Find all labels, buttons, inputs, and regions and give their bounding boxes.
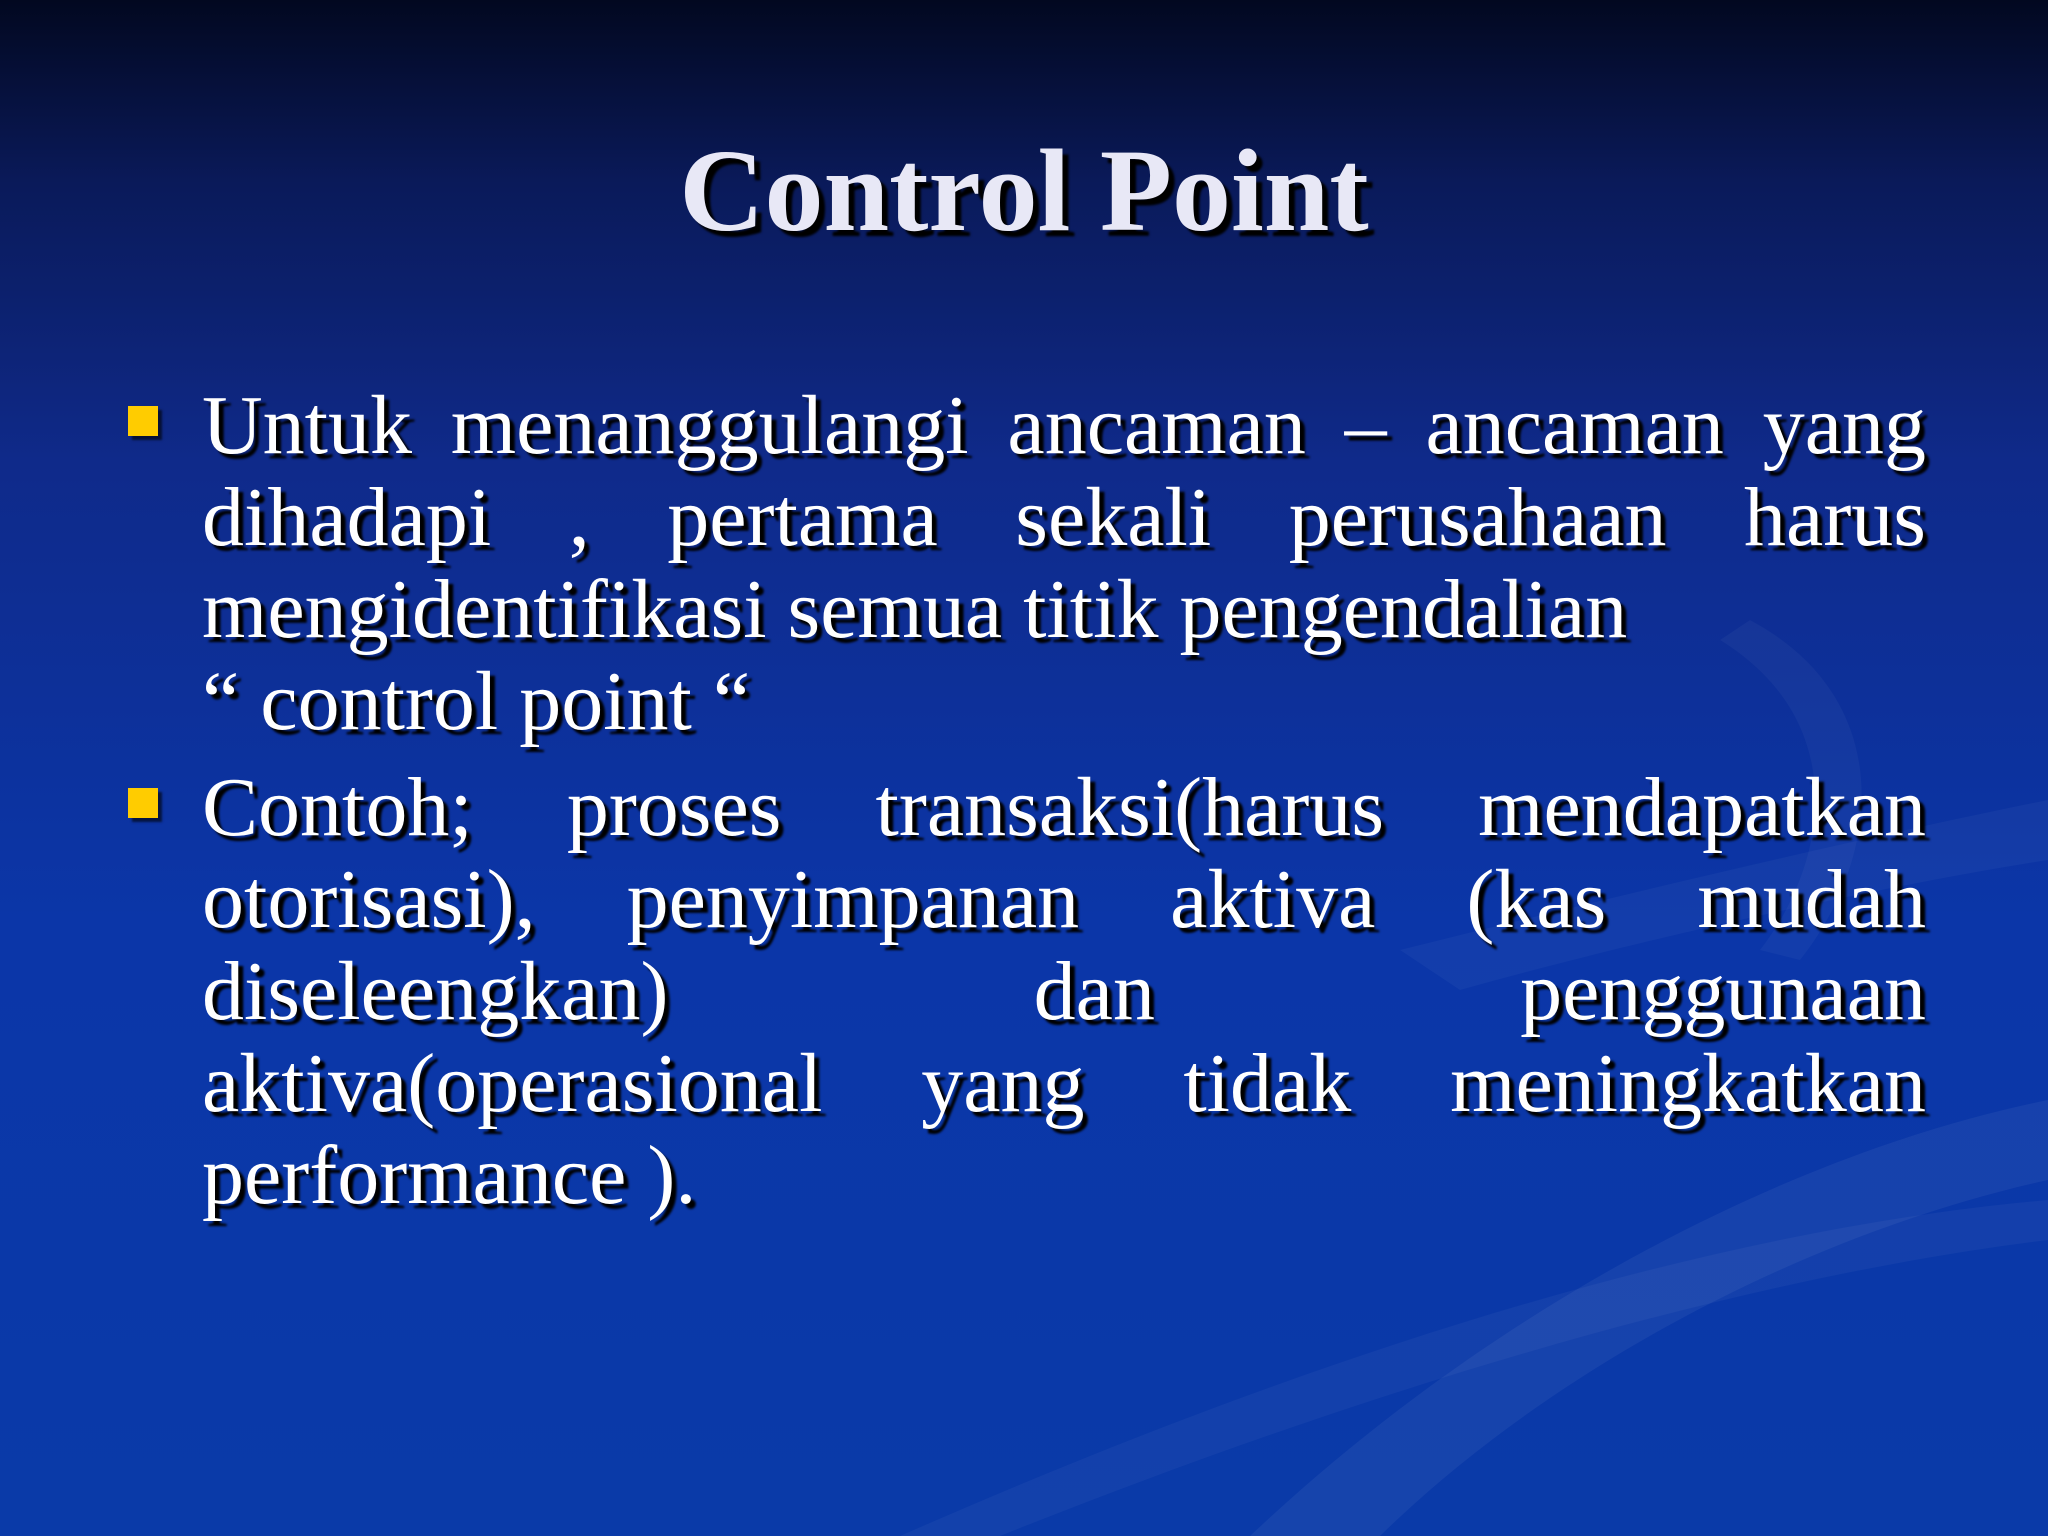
bullet-line: dihadapi , pertama sekali perusahaan harus [202,471,1926,564]
slide-title: Control Point [679,125,1369,256]
bullet-text [202,762,1926,1222]
bullet-list [126,380,1926,1222]
bullet-text [202,380,1926,748]
bullet-item [126,762,1926,1222]
bullet-item [126,380,1926,748]
bullet-line: Untuk menanggulangi ancaman – ancaman yang [202,379,1926,472]
bullet-line: diseleengkan) dan penggunaan [202,945,1926,1038]
bullet-line: “ control point “ [202,655,751,748]
bullet-line: aktiva(operasional yang tidak meningkatkan [202,1037,1926,1130]
bullet-line: performance ). [202,1129,697,1222]
yellow-square-bullet-icon [128,406,158,436]
yellow-square-bullet-icon [128,788,158,818]
bullet-line: mengidentifikasi semua titik pengendalian [202,563,1628,656]
bullet-line: Contoh; proses transaksi(harus mendapatkan [202,761,1926,854]
bullet-line: otorisasi), penyimpanan aktiva (kas mudah [202,853,1926,946]
